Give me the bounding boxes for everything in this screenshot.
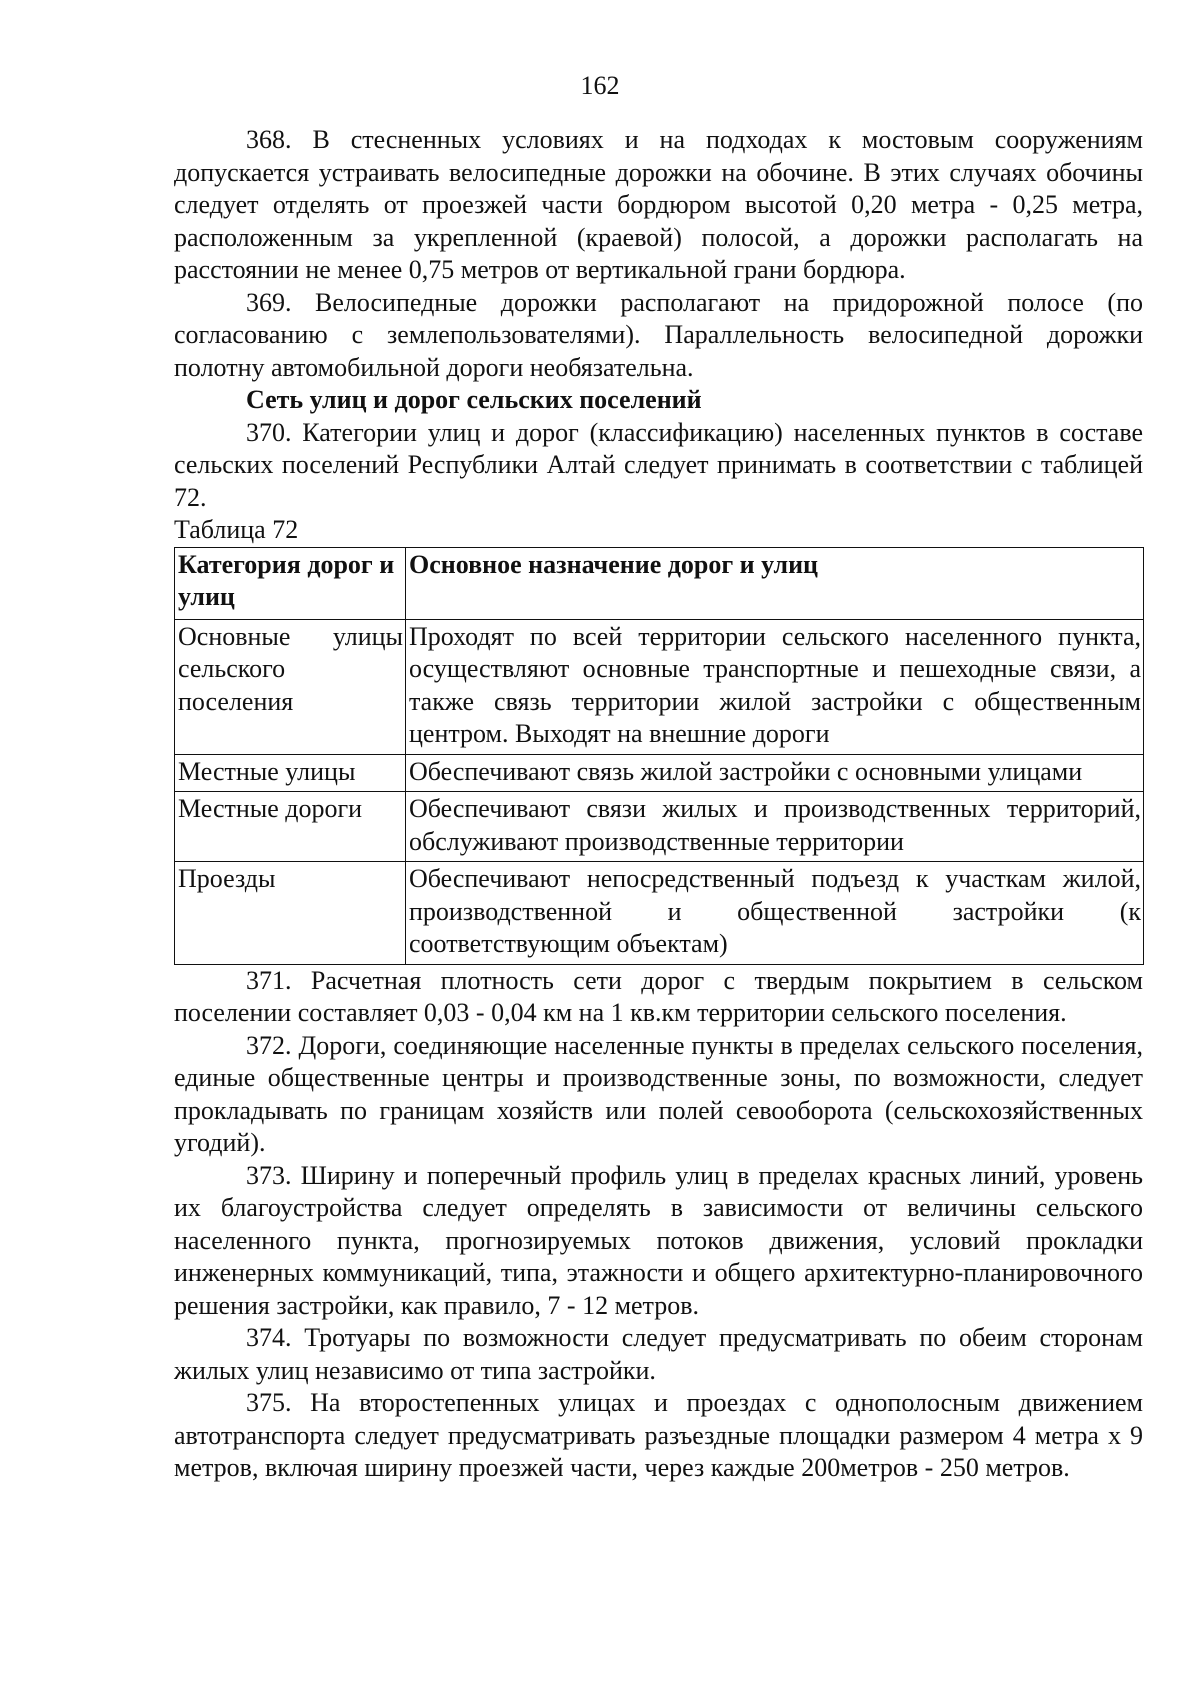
page-number: 162 [580, 71, 620, 100]
paragraph-368: 368. В стесненных условиях и на подходах к мостовым сооружениям допускается устраивать велосипедные дорожки на обочине. В этих случаях обочины следует отделять от проезжей части бордюром высотой 0,20 метра - 0,25 метра, расположенным за укрепленной (краевой) полосой, а дорожки располагать на расстоянии не менее 0,75 метров от вертикальной грани бордюра. [174, 125, 1143, 284]
table-cell-purpose: Проходят по всей территории сельского населенного пункта, осуществляют основные транспортные и пешеходные связи, а также связь территории жилой застройки с общественным центром. Выходят на внешние дороги [406, 619, 1144, 754]
table-cell-category: Проезды [175, 862, 406, 965]
table-cell-purpose: Обеспечивают связи жилых и производственных территорий, обслуживают производственные территории [406, 792, 1144, 862]
section-heading: Сеть улиц и дорог сельских поселений [246, 385, 702, 414]
paragraph-373: 373. Ширину и поперечный профиль улиц в пределах красных линий, уровень их благоустройства следует определять в зависимости от величины сельского населенного пункта, прогнозируемых потоков движения, условий прокладки инженерных коммуникаций, типа, этажности и общего архитектурно-планировочного решения застройки, как правило, 7 - 12 метров. [174, 1160, 1143, 1320]
paragraph-369: 369. Велосипедные дорожки располагают на придорожной полосе (по согласованию с землепользователями). Параллельность велосипедной дорожки полотну автомобильной дороги необязательна. [174, 287, 1143, 382]
table-caption: Таблица 72 [174, 515, 299, 544]
table-row [175, 792, 1144, 862]
paragraph-374: 374. Тротуары по возможности следует предусматривать по обеим сторонам жилых улиц независимо от типа застройки. [174, 1323, 1143, 1385]
paragraph-371: 371. Расчетная плотность сети дорог с твердым покрытием в сельском поселении составляет 0,03 - 0,04 км на 1 кв.км территории сельского поселения. [174, 965, 1143, 1027]
table-row [175, 754, 1144, 792]
table-row [175, 619, 1144, 754]
page-content [174, 124, 1143, 1485]
table-header-purpose: Основное назначение дорог и улиц [406, 547, 1144, 619]
table-cell-category: Основные улицы сельского поселения [175, 619, 406, 754]
table-row [175, 862, 1144, 965]
table-cell-category: Местные улицы [175, 754, 406, 792]
paragraph-372: 372. Дороги, соединяющие населенные пункты в пределах сельского поселения, единые общественные центры и производственные зоны, по возможности, следует прокладывать по границам хозяйств или полей севооборота (сельскохозяйственных угодий). [174, 1030, 1143, 1157]
paragraph-370: 370. Категории улиц и дорог (классификацию) населенных пунктов в составе сельских поселений Республики Алтай следует принимать в соответствии с таблицей 72. [174, 417, 1143, 512]
table-72 [174, 547, 1144, 965]
table-header-category: Категория дорог и улиц [175, 547, 406, 619]
table-cell-purpose: Обеспечивают непосредственный подъезд к участкам жилой, производственной и общественной застройки (к соответствующим объектам) [406, 862, 1144, 965]
paragraph-375: 375. На второстепенных улицах и проездах с однополосным движением автотранспорта следует предусматривать разъездные площадки размером 4 метра х 9 метров, включая ширину проезжей части, через каждые 200метров - 250 метров. [174, 1388, 1143, 1482]
table-cell-category: Местные дороги [175, 792, 406, 862]
table-header-row [175, 547, 1144, 619]
table-cell-purpose: Обеспечивают связь жилой застройки с основными улицами [406, 754, 1144, 792]
